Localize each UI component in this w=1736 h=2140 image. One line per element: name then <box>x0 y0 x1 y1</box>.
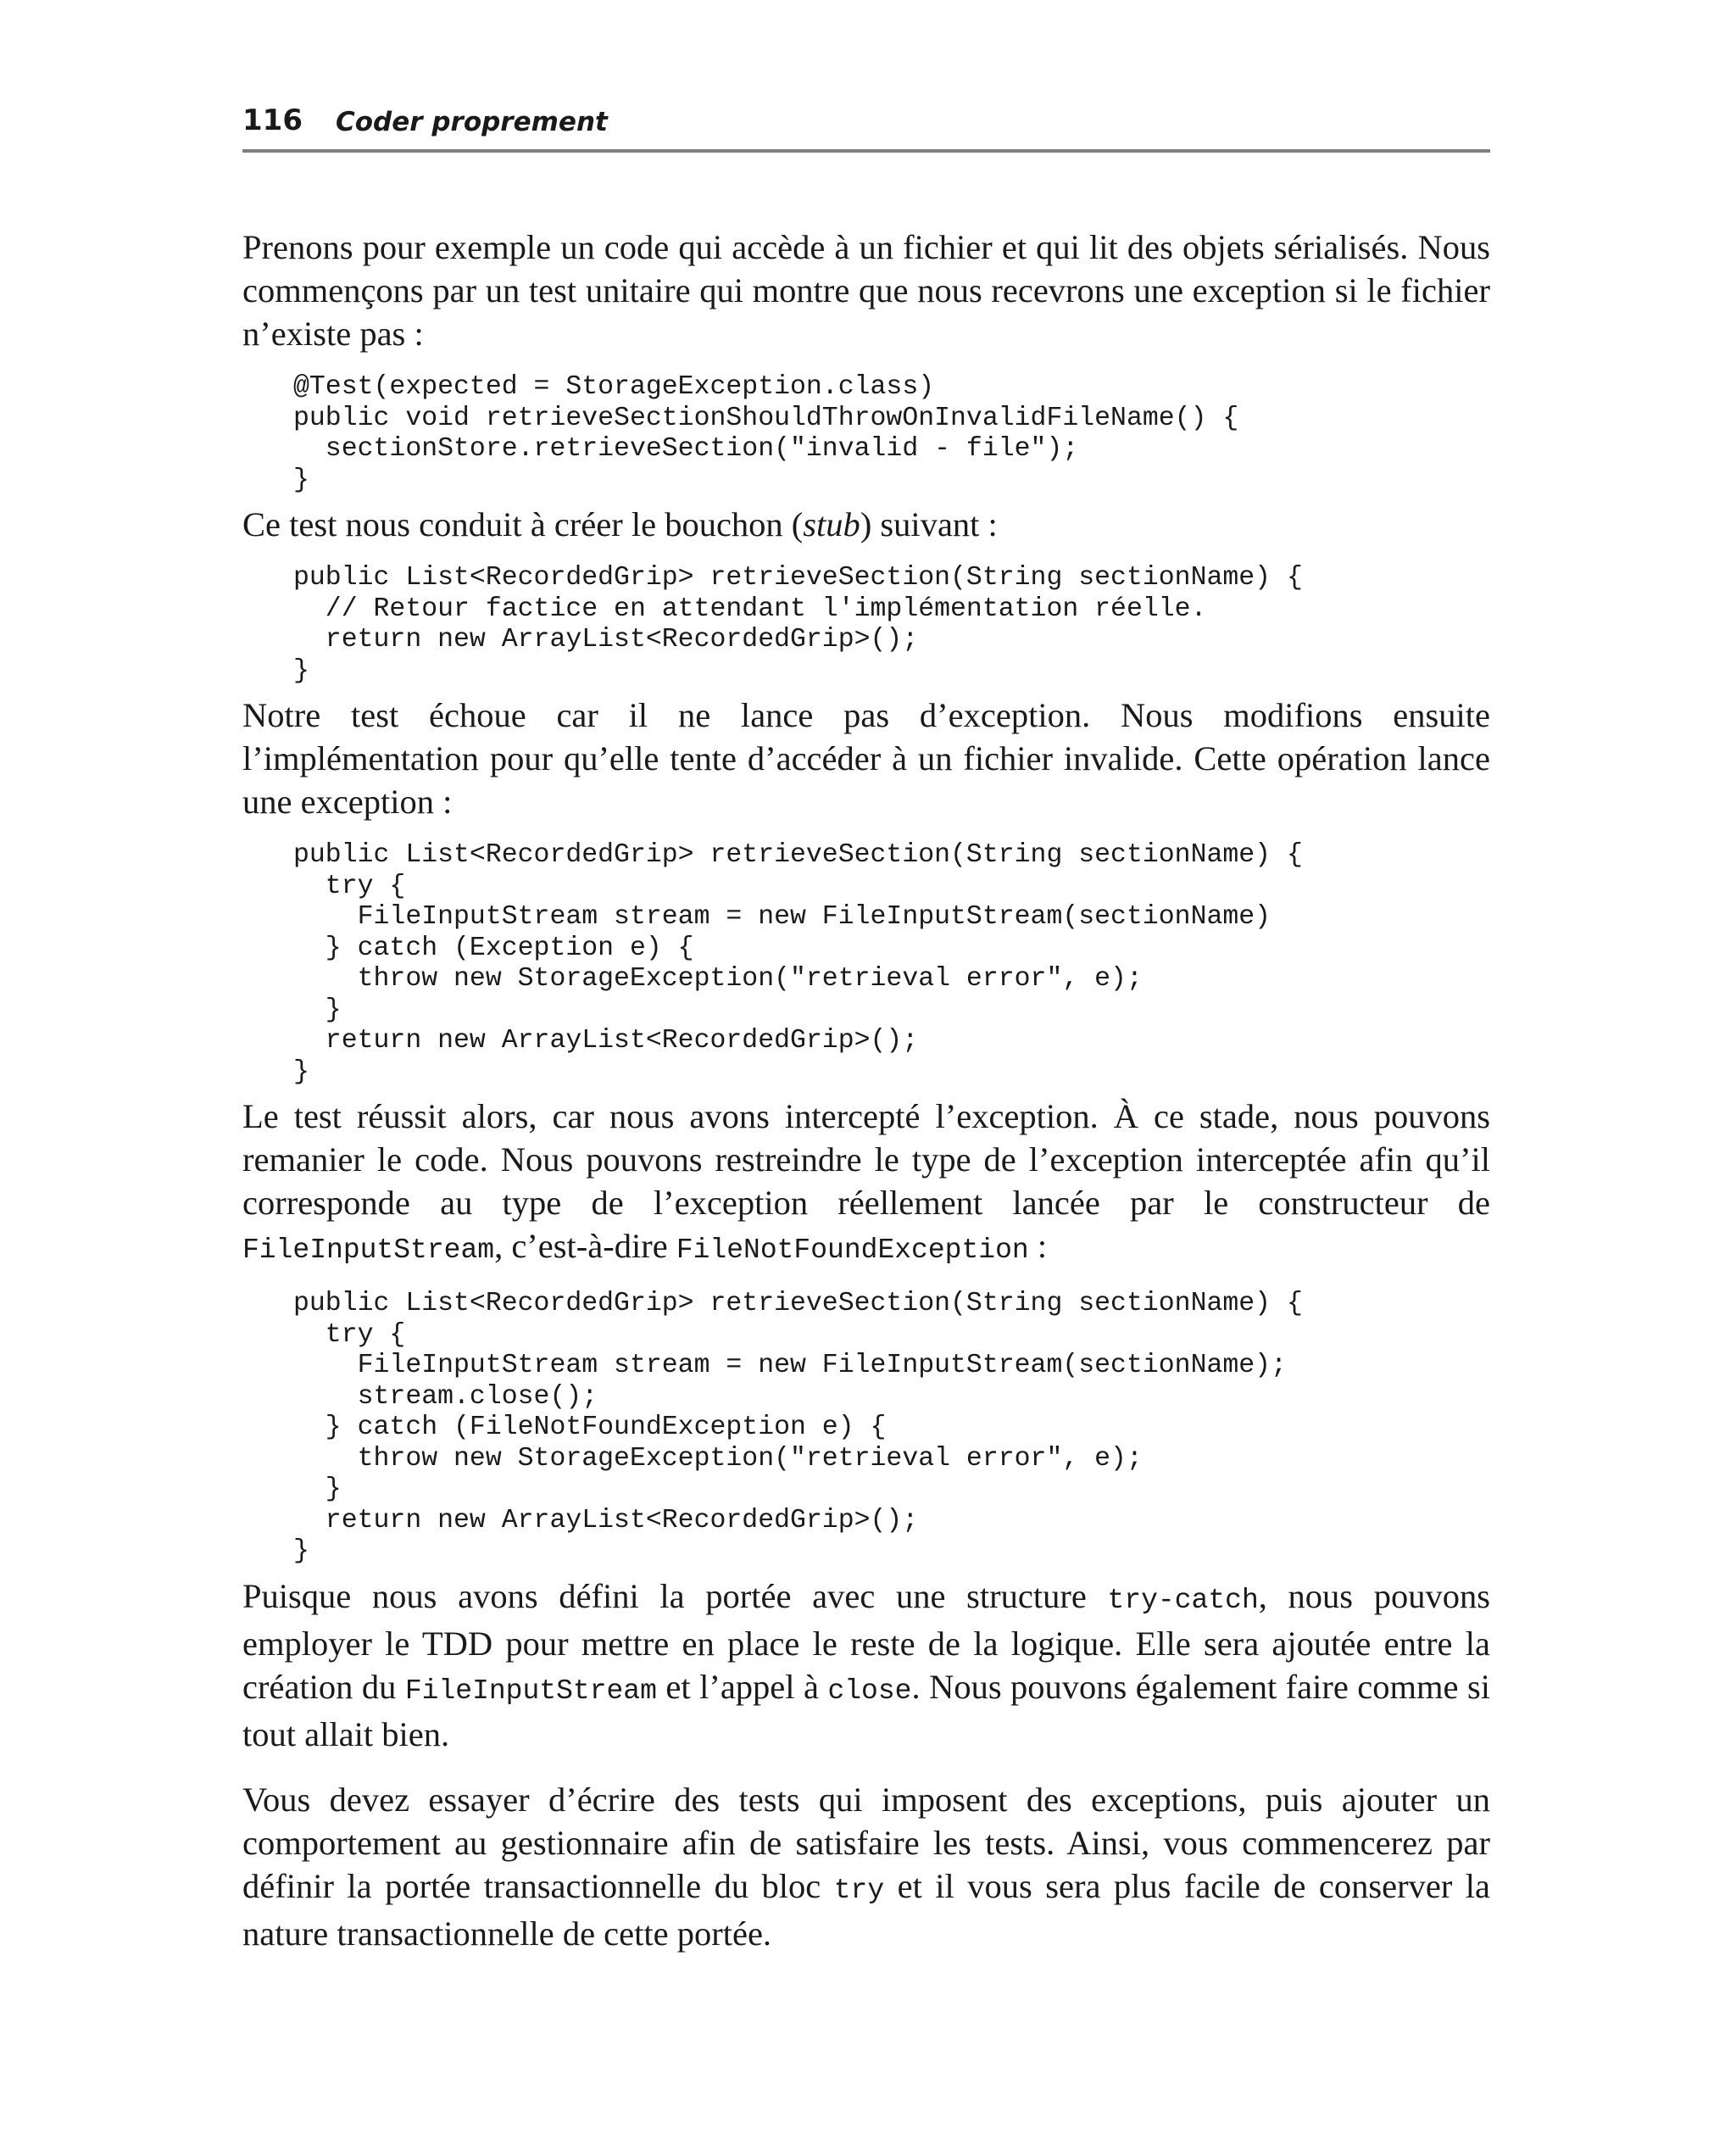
paragraph-tdd-text-1: Puisque nous avons défini la portée avec une structure <box>242 1576 1108 1615</box>
inline-code-fileinputstream-2: FileInputStream <box>404 1675 657 1707</box>
paragraph-refactor-text-2: , c’est-à-dire <box>494 1227 676 1265</box>
paragraph-conclusion-text-2: et il vous sera plus facile de conserver la nature transactionnelle de cette portée. <box>242 1866 1490 1953</box>
inline-code-try: try <box>833 1874 885 1906</box>
code-block-refactored: public List<RecordedGrip> retrieveSection(String sectionName) { try { FileInputStream stream = new FileInputStream(sectionName); stream.close(); } catch (FileNotFoundException e) { throw new StorageException("retrieval error", e); } return new ArrayList<RecordedGrip>(); } <box>293 1289 1303 1566</box>
paragraph-failing-test: Notre test échoue car il ne lance pas d’exception. Nous modifions ensuite l’implémentation pour qu’elle tente d’accéder à un fichier invalide. Cette opération lance une exception : <box>242 696 1490 821</box>
paragraph-stub-text-2: ) suivant : <box>860 505 998 543</box>
paragraph-conclusion-text-1: Vous devez essayer d’écrire des tests qui imposent des exceptions, puis ajouter un comportement au gestionnaire afin de satisfaire les tests. Ainsi, vous commencerez par définir la portée transactionnelle du bloc <box>242 1780 1490 1905</box>
paragraph-refactor-text-3: : <box>1028 1227 1048 1265</box>
inline-code-try-catch: try-catch <box>1107 1584 1259 1616</box>
paragraph-refactor-text-1: Le test réussit alors, car nous avons intercepté l’exception. À ce stade, nous pouvons remanier le code. Nous pouvons restreindre le type de l’exception interceptée afin qu’il corresponde au type de l’exception réellement lancée par le constructeur de <box>242 1097 1490 1222</box>
paragraph-stub-text-1: Ce test nous conduit à créer le bouchon ( <box>242 505 804 543</box>
code-block-stub: public List<RecordedGrip> retrieveSection(String sectionName) { // Retour factice en attendant l'implémentation réelle. return new ArrayList<RecordedGrip>(); } <box>293 563 1303 686</box>
paragraph-refactor <box>242 1095 1490 1272</box>
paragraph-tdd-text-2: , nous pouvons employer le TDD pour mettre en place le reste de la logique. Elle sera ajoutée entre la création du <box>242 1576 1490 1706</box>
code-block-test: @Test(expected = StorageException.class) public void retrieveSectionShouldThrowOnInvalidFileName() { sectionStore.retrieveSection("invalid - file"); } <box>293 372 1239 495</box>
paragraph-stub <box>242 503 1490 546</box>
paragraph-tdd-text-4: . Nous pouvons également faire comme si tout allait bien. <box>242 1667 1490 1753</box>
stub-term: stub <box>803 505 860 543</box>
paragraph-tdd-text-3: et l’appel à <box>656 1667 828 1706</box>
inline-code-filenotfoundexception: FileNotFoundException <box>676 1234 1029 1266</box>
page-body <box>242 226 1490 1955</box>
paragraph-tdd <box>242 1574 1490 1756</box>
inline-code-fileinputstream: FileInputStream <box>242 1234 495 1266</box>
page-number: 116 <box>242 103 303 137</box>
inline-code-close: close <box>827 1675 912 1707</box>
running-title: Coder proprement <box>336 107 608 137</box>
paragraph-intro: Prenons pour exemple un code qui accède à un fichier et qui lit des objets sérialisés. Nous commençons par un test unitaire qui montre que nous recevrons une exception si le fichier n’existe pas : <box>242 228 1490 353</box>
code-block-try-catch: public List<RecordedGrip> retrieveSection(String sectionName) { try { FileInputStream stream = new FileInputStream(sectionName) } catch (Exception e) { throw new StorageException("retrieval error", e); } return new ArrayList<RecordedGrip>(); } <box>293 840 1303 1087</box>
paragraph-conclusion <box>242 1778 1490 1955</box>
page-header <box>242 100 1490 153</box>
